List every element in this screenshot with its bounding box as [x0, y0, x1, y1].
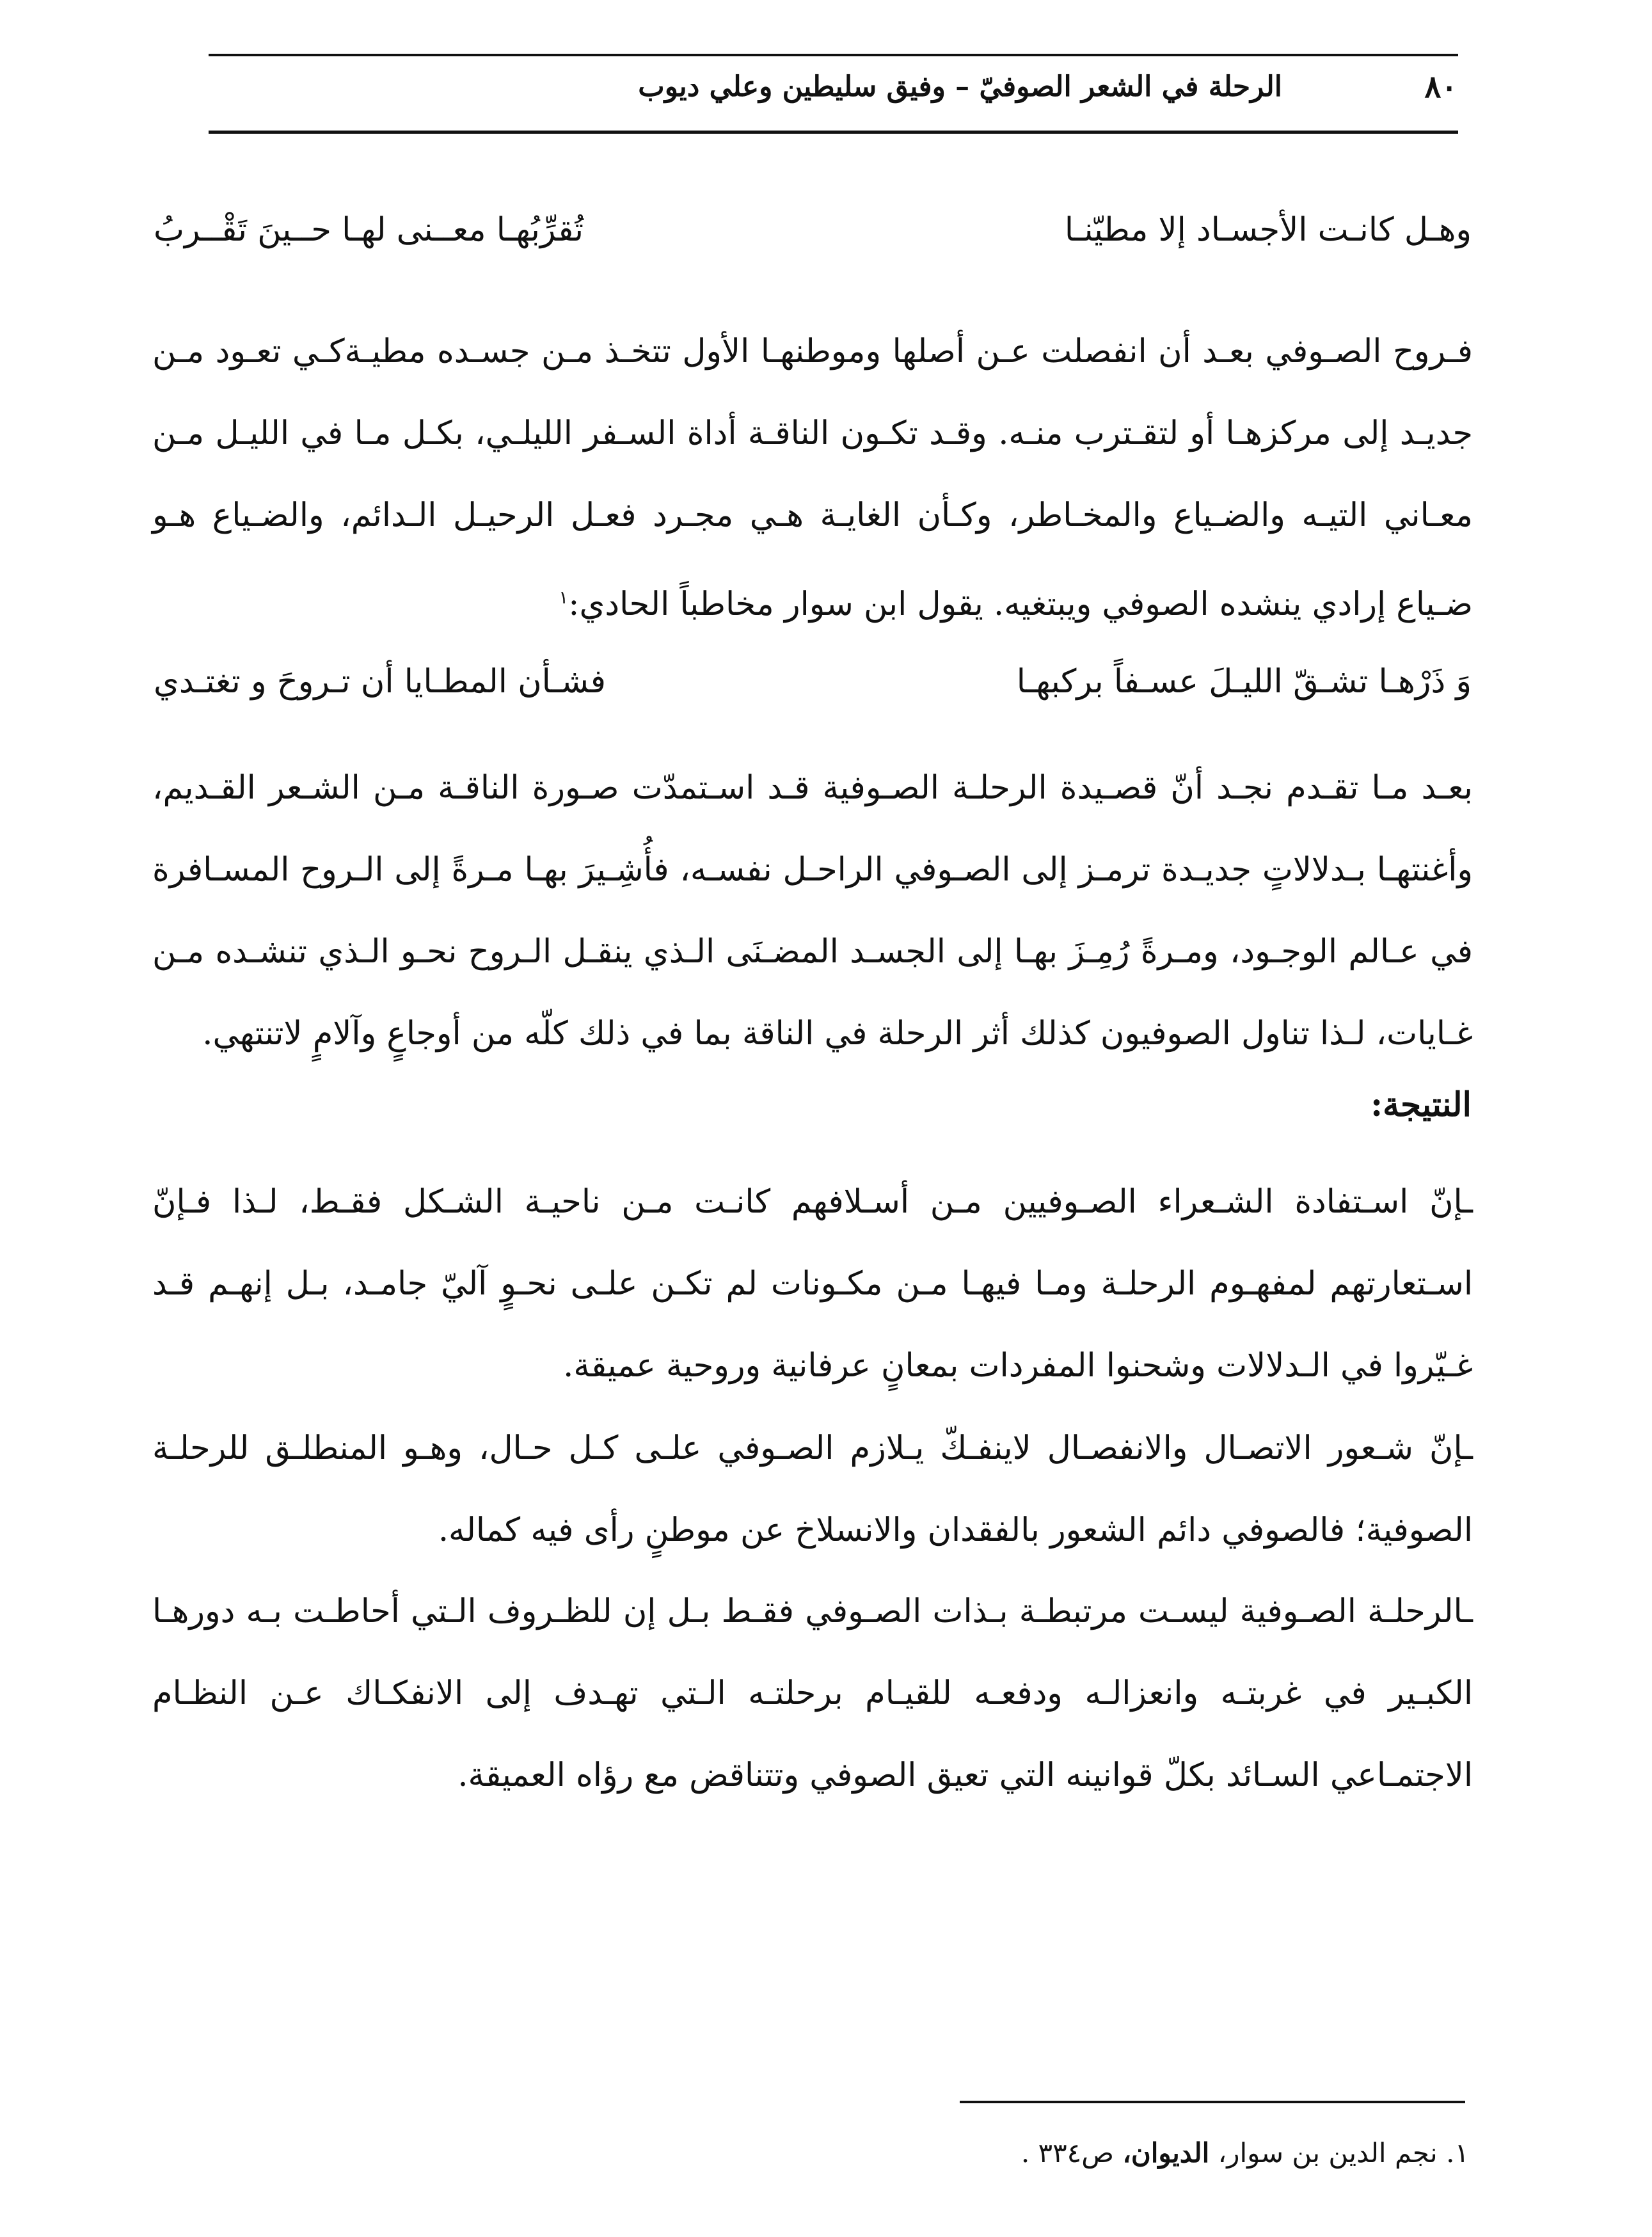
- verse-2-second-hemistich: فشـأن المطـايا أن تـروحَ و تغتـدي: [154, 663, 607, 701]
- footnote-marker: ١.: [1446, 2137, 1469, 2169]
- result-2: ـإنّ شـعور الاتصـال والانفصـال لاينفـكّ يـلازم الصـوفي علـى كـل حـال، وهـو المنطلـق للرحلـة الصوفية؛ فالصوفي دائم الشعور بالفقدان والانسلاخ عن موطنٍ رأى فيه كماله.: [152, 1429, 1473, 1549]
- page-number: ٨٠: [1424, 69, 1457, 105]
- footnote-author: نجم الدين بن سوار،: [1218, 2137, 1438, 2169]
- verse-1-first-hemistich: وهـل كانـت الأجسـاد إلا مطيّنـا: [1064, 211, 1472, 249]
- result-3: ـالرحلـة الصـوفية ليسـت مرتبطـة بـذات الصـوفي فقـط بـل إن للظـروف الـتي أحاطـت بـه دورهـا الكبـير في غربتـه وانعزالـه ودفعـه للقيـام برحلتـه الـتي تهـدف إلى الانفكـاك عـن النظـام الاجتمـاعي السـائد بكلّ قوانينه التي تعيق الصوفي وتتناقض مع رؤاه العميقة.: [152, 1593, 1473, 1794]
- footnote-ref: ١: [559, 587, 569, 608]
- verse-2: [154, 663, 1472, 720]
- header-bottom-rule: [209, 131, 1458, 134]
- footnote-page: ص٣٣٤ .: [1021, 2137, 1114, 2169]
- paragraph-1: [152, 311, 1473, 646]
- paragraph-2: بعـد مـا تقـدم نجـد أنّ قصـيدة الرحلـة الصـوفية قـد اسـتمدّت صـورة الناقـة مـن الشـعر القـديم، وأغنتهـا بـدلالاتٍ جديـدة ترمـز إلى الصـوفي الراحـل نفسـه، فأُشِـيرَ بهـا مـرةً إلى الـروح المسـافرة في عـالم الوجـود، ومـرةً رُمِـزَ بهـا إلى الجسـد المضـنَى الـذي ينقـل الـروح نحـو الـذي تنشـده مـن غـايات، لـذا تناول الصوفيون كذلك أثر الرحلة في الناقة بما في ذلك كلّه من أوجاعٍ وآلامٍ لاتنتهي.: [152, 769, 1473, 1053]
- footnote-rule: [960, 2101, 1465, 2103]
- footnote-work: الديوان،: [1122, 2137, 1210, 2169]
- section-heading: النتيجة:: [1370, 1085, 1472, 1124]
- paragraph-1-text: فـروح الصـوفي بعـد أن انفصلت عـن أصلها وموطنهـا الأول تتخـذ مـن جسـده مطيـةكـي تعـود مـن جديـد إلى مركزهـا أو لتقـترب منـه. وقـد تكـون الناقـة أداة السـفر الليلـي، بكـل مـا في الليـل مـن معـاني التيـه والضـياع والمخـاطر، وكـأن الغايـة هـي مجـرد فعـل الرحيـل الـدائم، والضـياع هـو ضـياع إرادي ينشده الصوفي ويبتغيه. يقول ابن سوار مخاطباً الحادي:: [152, 333, 1473, 623]
- running-title: الرحلة في الشعر الصوفيّ – وفيق سليطين وعلي ديوب: [638, 70, 1282, 103]
- verse-1: [154, 211, 1472, 269]
- result-1: ـإنّ اسـتفادة الشـعراء الصـوفيين مـن أسـلافهم كانـت مـن ناحيـة الشـكل فقـط، لـذا فـإنّ اسـتعارتهم لمفهـوم الرحلـة ومـا فيهـا مـن مكـونات لم تكـن علـى نحـوٍ آليّ جامـد، بـل إنهـم قـد غـيّروا في الـدلالات وشحنوا المفردات بمعانٍ عرفانية وروحية عميقة.: [152, 1183, 1473, 1385]
- verse-2-first-hemistich: وَ ذَرْهـا تشـقّ الليـلَ عسـفاً بركبهـا: [1016, 663, 1472, 701]
- header-top-rule: [209, 54, 1458, 56]
- footnote: [1021, 2137, 1469, 2169]
- verse-1-second-hemistich: تُقرِّبُهـا معــنى لهـا حــينَ تَقْــربُ: [154, 211, 584, 249]
